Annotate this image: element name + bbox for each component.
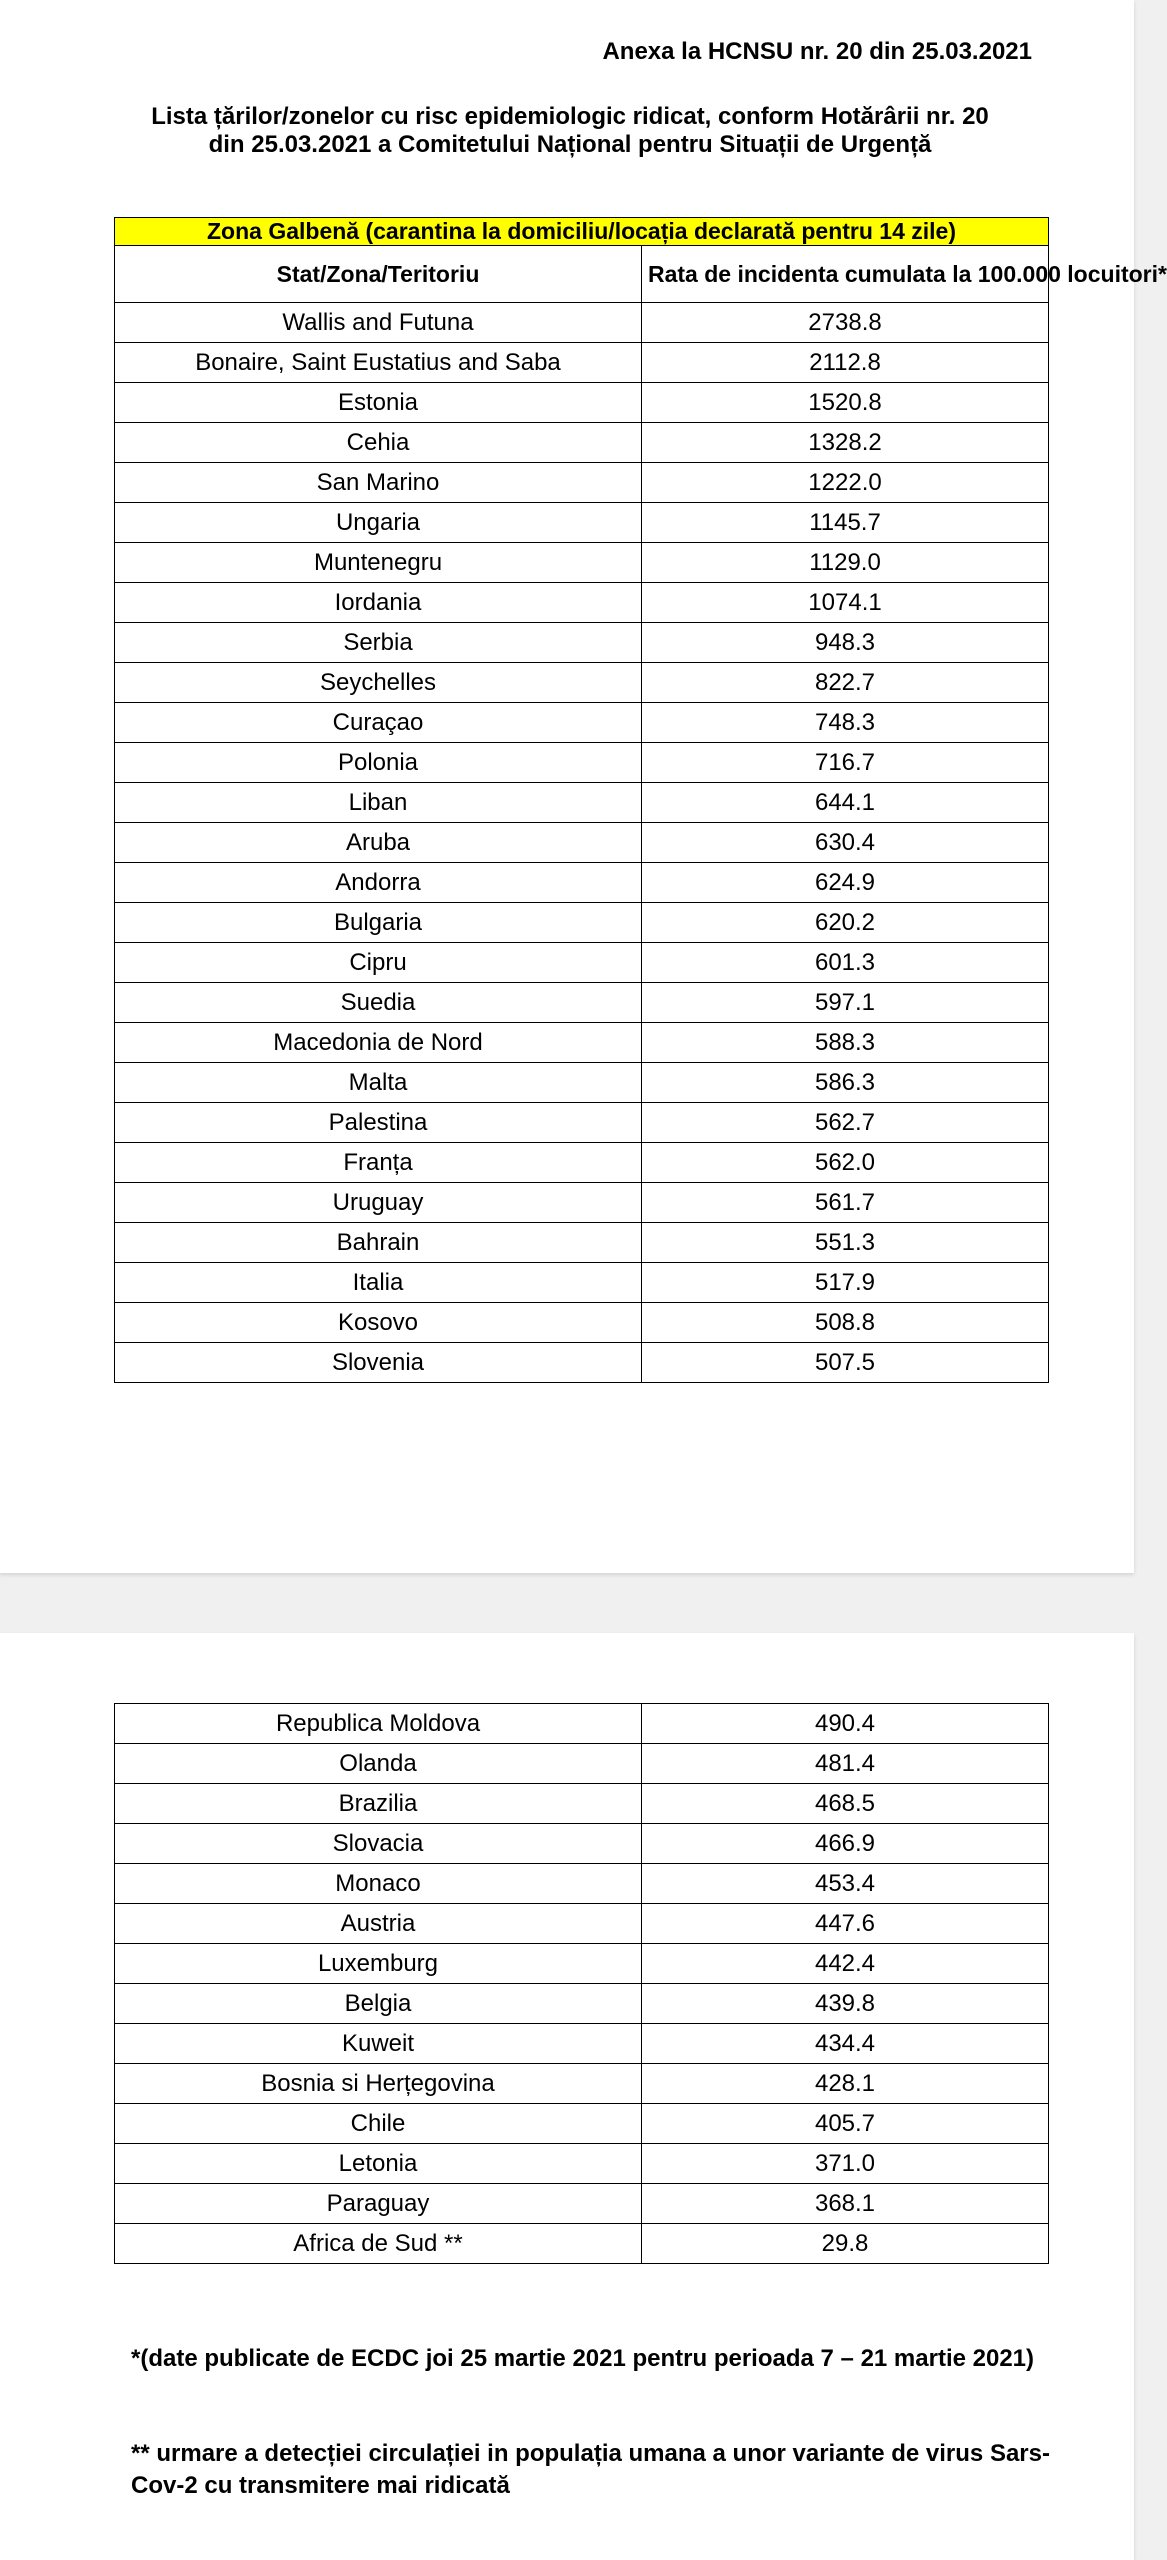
table-row <box>115 303 1049 343</box>
table-row <box>115 743 1049 783</box>
table-row <box>115 703 1049 743</box>
rate-cell: 948.3 <box>642 623 1049 663</box>
table-row <box>115 783 1049 823</box>
table-row <box>115 1343 1049 1383</box>
country-cell: Kosovo <box>115 1303 642 1343</box>
country-cell: Macedonia de Nord <box>115 1023 642 1063</box>
table-row <box>115 1784 1049 1824</box>
country-cell: Seychelles <box>115 663 642 703</box>
column-header-country: Stat/Zona/Teritoriu <box>115 246 642 303</box>
table-row <box>115 423 1049 463</box>
rate-cell: 1074.1 <box>642 583 1049 623</box>
rate-cell: 1520.8 <box>642 383 1049 423</box>
table-row <box>115 2144 1049 2184</box>
rate-cell: 405.7 <box>642 2104 1049 2144</box>
country-cell: Bulgaria <box>115 903 642 943</box>
rate-cell: 588.3 <box>642 1023 1049 1063</box>
country-cell: Kuweit <box>115 2024 642 2064</box>
risk-table-part-2 <box>114 1703 1049 2264</box>
rate-cell: 551.3 <box>642 1223 1049 1263</box>
table-row <box>115 2104 1049 2144</box>
rate-cell: 748.3 <box>642 703 1049 743</box>
country-cell: Italia <box>115 1263 642 1303</box>
table-row <box>115 663 1049 703</box>
country-cell: Olanda <box>115 1744 642 1784</box>
country-cell: Belgia <box>115 1984 642 2024</box>
rate-cell: 490.4 <box>642 1704 1049 1744</box>
table-row <box>115 1984 1049 2024</box>
column-header-rate: Rata de incidenta cumulata la 100.000 locuitori* <box>642 246 1049 303</box>
country-cell: Suedia <box>115 983 642 1023</box>
country-cell: Muntenegru <box>115 543 642 583</box>
table-row <box>115 1143 1049 1183</box>
country-cell: Palestina <box>115 1103 642 1143</box>
table-row <box>115 503 1049 543</box>
country-cell: Andorra <box>115 863 642 903</box>
country-cell: Slovenia <box>115 1343 642 1383</box>
table-row <box>115 1904 1049 1944</box>
country-cell: Monaco <box>115 1864 642 1904</box>
table-body-part-1 <box>115 303 1049 1383</box>
table-row <box>115 383 1049 423</box>
rate-cell: 2738.8 <box>642 303 1049 343</box>
table-row <box>115 1704 1049 1744</box>
rate-cell: 442.4 <box>642 1944 1049 1984</box>
country-cell: Republica Moldova <box>115 1704 642 1744</box>
rate-cell: 29.8 <box>642 2224 1049 2264</box>
rate-cell: 561.7 <box>642 1183 1049 1223</box>
rate-cell: 447.6 <box>642 1904 1049 1944</box>
country-cell: Letonia <box>115 2144 642 2184</box>
rate-cell: 1145.7 <box>642 503 1049 543</box>
rate-cell: 644.1 <box>642 783 1049 823</box>
rate-cell: 468.5 <box>642 1784 1049 1824</box>
country-cell: Cehia <box>115 423 642 463</box>
country-cell: Polonia <box>115 743 642 783</box>
table-row <box>115 1744 1049 1784</box>
country-cell: Luxemburg <box>115 1944 642 1984</box>
rate-cell: 1222.0 <box>642 463 1049 503</box>
table-row <box>115 2024 1049 2064</box>
rate-cell: 439.8 <box>642 1984 1049 2024</box>
annex-reference: Anexa la HCNSU nr. 20 din 25.03.2021 <box>602 38 1032 65</box>
table-row <box>115 1944 1049 1984</box>
yellow-zone-row <box>115 218 1049 246</box>
country-cell: Paraguay <box>115 2184 642 2224</box>
country-cell: San Marino <box>115 463 642 503</box>
rate-cell: 508.8 <box>642 1303 1049 1343</box>
rate-cell: 630.4 <box>642 823 1049 863</box>
table-row <box>115 1223 1049 1263</box>
rate-cell: 428.1 <box>642 2064 1049 2104</box>
rate-cell: 453.4 <box>642 1864 1049 1904</box>
footnote-ecdc-source: *(date publicate de ECDC joi 25 martie 2021 pentru perioada 7 – 21 martie 2021) <box>131 2345 1035 2372</box>
country-cell: Austria <box>115 1904 642 1944</box>
rate-cell: 368.1 <box>642 2184 1049 2224</box>
country-cell: Estonia <box>115 383 642 423</box>
table-row <box>115 543 1049 583</box>
country-cell: Malta <box>115 1063 642 1103</box>
table-row <box>115 2184 1049 2224</box>
rate-cell: 481.4 <box>642 1744 1049 1784</box>
footnote-variant-detection: ** urmare a detecției circulației in populația umana a unor variante de virus Sars-Cov-2 cu transmitere mai ridicată <box>131 2440 1050 2499</box>
table-row <box>115 623 1049 663</box>
table-row <box>115 823 1049 863</box>
rate-cell: 716.7 <box>642 743 1049 783</box>
country-cell: Chile <box>115 2104 642 2144</box>
country-cell: Liban <box>115 783 642 823</box>
table-row <box>115 943 1049 983</box>
document-title: Lista țărilor/zonelor cu risc epidemiologic ridicat, conform Hotărârii nr. 20 din 25.03.2021 a Comitetului Național pentru Situații de Urgență <box>151 103 989 158</box>
rate-cell: 597.1 <box>642 983 1049 1023</box>
rate-cell: 2112.8 <box>642 343 1049 383</box>
table-row <box>115 1063 1049 1103</box>
country-cell: Bonaire, Saint Eustatius and Saba <box>115 343 642 383</box>
rate-cell: 562.7 <box>642 1103 1049 1143</box>
table-row <box>115 983 1049 1023</box>
country-cell: Wallis and Futuna <box>115 303 642 343</box>
country-cell: Slovacia <box>115 1824 642 1864</box>
table-row <box>115 1864 1049 1904</box>
rate-cell: 562.0 <box>642 1143 1049 1183</box>
country-cell: Franța <box>115 1143 642 1183</box>
table-row <box>115 463 1049 503</box>
table-row <box>115 1103 1049 1143</box>
yellow-zone-label: Zona Galbenă (carantina la domiciliu/locația declarată pentru 14 zile) <box>115 218 1049 246</box>
rate-cell: 517.9 <box>642 1263 1049 1303</box>
rate-cell: 601.3 <box>642 943 1049 983</box>
rate-cell: 466.9 <box>642 1824 1049 1864</box>
country-cell: Curaçao <box>115 703 642 743</box>
table-row <box>115 863 1049 903</box>
rate-cell: 822.7 <box>642 663 1049 703</box>
rate-cell: 624.9 <box>642 863 1049 903</box>
rate-cell: 620.2 <box>642 903 1049 943</box>
country-cell: Brazilia <box>115 1784 642 1824</box>
table-row <box>115 2224 1049 2264</box>
country-cell: Serbia <box>115 623 642 663</box>
country-cell: Cipru <box>115 943 642 983</box>
table-row <box>115 1183 1049 1223</box>
rate-cell: 371.0 <box>642 2144 1049 2184</box>
rate-cell: 1328.2 <box>642 423 1049 463</box>
rate-cell: 434.4 <box>642 2024 1049 2064</box>
table-row <box>115 2064 1049 2104</box>
rate-cell: 507.5 <box>642 1343 1049 1383</box>
table-row <box>115 1023 1049 1063</box>
table-header-row <box>115 246 1049 303</box>
country-cell: Uruguay <box>115 1183 642 1223</box>
country-cell: Iordania <box>115 583 642 623</box>
table-body-part-2 <box>115 1704 1049 2264</box>
country-cell: Ungaria <box>115 503 642 543</box>
country-cell: Aruba <box>115 823 642 863</box>
country-cell: Africa de Sud ** <box>115 2224 642 2264</box>
table-row <box>115 1263 1049 1303</box>
country-cell: Bahrain <box>115 1223 642 1263</box>
country-cell: Bosnia si Herțegovina <box>115 2064 642 2104</box>
table-row <box>115 1303 1049 1343</box>
rate-cell: 1129.0 <box>642 543 1049 583</box>
table-row <box>115 903 1049 943</box>
table-row <box>115 343 1049 383</box>
table-row <box>115 1824 1049 1864</box>
risk-table-part-1 <box>114 217 1167 1383</box>
rate-cell: 586.3 <box>642 1063 1049 1103</box>
table-row <box>115 583 1049 623</box>
